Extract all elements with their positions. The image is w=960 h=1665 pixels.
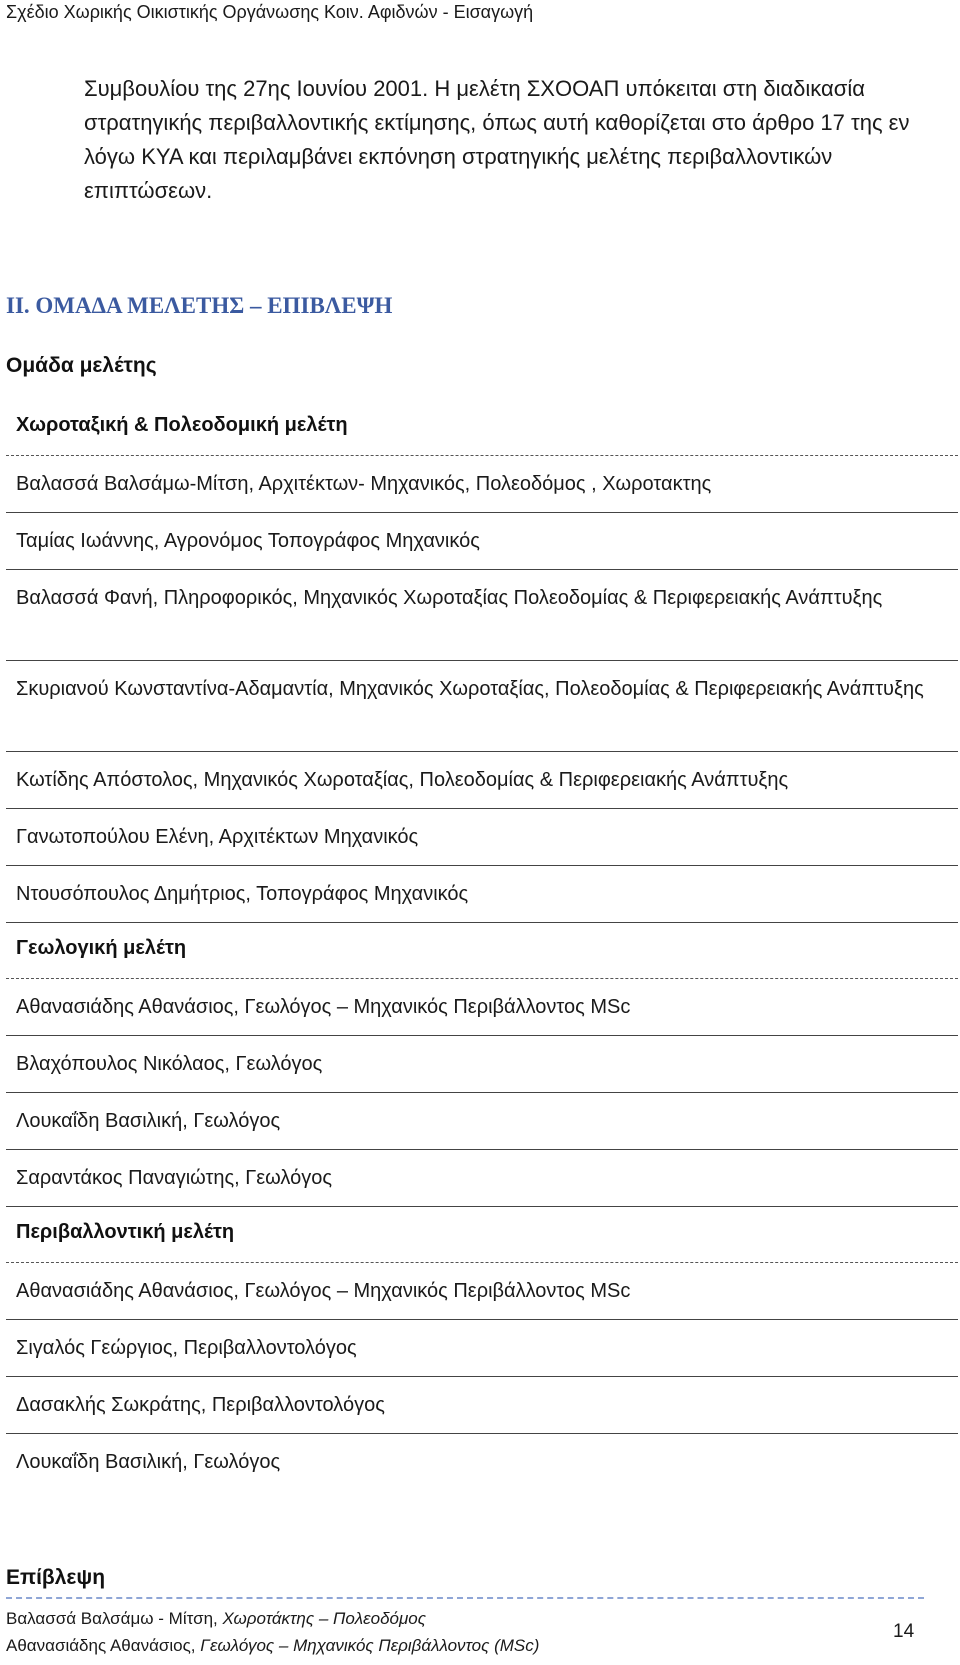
footer-supervisor-1 (6, 1609, 426, 1629)
team-table (6, 400, 958, 1491)
member-row: Αθανασιάδης Αθανάσιος, Γεωλόγος – Μηχανικός Περιβάλλοντος MSc (6, 979, 958, 1036)
footer-supervisor-1-role: Χωροτάκτης – Πολεοδόμος (222, 1609, 427, 1628)
supervision-heading: Επίβλεψη (6, 1566, 106, 1589)
member-row: Βαλασσά Φανή, Πληροφορικός, Μηχανικός Χωροταξίας Πολεοδομίας & Περιφερειακής Ανάπτυξης (6, 570, 958, 661)
member-row: Λουκαΐδη Βασιλική, Γεωλόγος (6, 1093, 958, 1150)
member-row: Σιγαλός Γεώργιος, Περιβαλλοντολόγος (6, 1320, 958, 1377)
group-heading-planning: Χωροταξική & Πολεοδομική μελέτη (6, 400, 958, 456)
member-row: Βλαχόπουλος Νικόλαος, Γεωλόγος (6, 1036, 958, 1093)
member-row: Κωτίδης Απόστολος, Μηχανικός Χωροταξίας, Πολεοδομίας & Περιφερειακής Ανάπτυξης (6, 752, 958, 809)
member-row: Σκυριανού Κωνσταντίνα-Αδαμαντία, Μηχανικός Χωροταξίας, Πολεοδομίας & Περιφερειακής Ανάπτυξης (6, 661, 958, 752)
intro-paragraph: Συμβουλίου της 27ης Ιουνίου 2001. Η μελέτη ΣΧΟΟΑΠ υπόκειται στη διαδικασία στρατηγικής περιβαλλοντικής εκτίμησης, όπως αυτή καθορίζεται στο άρθρο 17 της εν λόγω ΚΥΑ και περιλαμβάνει εκπόνηση στρατηγικής μελέτης περιβαλλοντικών επιπτώσεων. (84, 76, 910, 203)
member-row: Βαλασσά Βαλσάμω-Μίτση, Αρχιτέκτων- Μηχανικός, Πολεοδόμος , Χωροτακτης (6, 456, 958, 513)
member-row: Σαραντάκος Παναγιώτης, Γεωλόγος (6, 1150, 958, 1207)
running-header: Σχέδιο Χωρικής Οικιστικής Οργάνωσης Κοιν. Αφιδνών - Εισαγωγή (6, 2, 534, 22)
member-row: Ντουσόπουλος Δημήτριος, Τοπογράφος Μηχανικός (6, 866, 958, 923)
member-row: Δασακλής Σωκράτης, Περιβαλλοντολόγος (6, 1377, 958, 1434)
member-row: Γανωτοπούλου Ελένη, Αρχιτέκτων Μηχανικός (6, 809, 958, 866)
member-row: Λουκαΐδη Βασιλική, Γεωλόγος (16, 1451, 281, 1473)
section-title: ΙΙ. ΟΜΑΔΑ ΜΕΛΕΤΗΣ – ΕΠΙΒΛΕΨΗ (6, 293, 393, 318)
footer-supervisor-2-role: Γεωλόγος – Μηχανικός Περιβάλλοντος (MSc) (200, 1636, 540, 1655)
team-heading: Ομάδα μελέτης (6, 354, 157, 377)
footer-divider (6, 1597, 924, 1599)
member-row: Αθανασιάδης Αθανάσιος, Γεωλόγος – Μηχανικός Περιβάλλοντος MSc (6, 1263, 958, 1320)
footer-supervisor-1-name: Βαλασσά Βαλσάμω - Μίτση, (6, 1609, 218, 1628)
member-row: Ταμίας Ιωάννης, Αγρονόμος Τοπογράφος Μηχανικός (6, 513, 958, 570)
footer-supervisor-2-name: Αθανασιάδης Αθανάσιος, (6, 1636, 196, 1655)
group-heading-geology: Γεωλογική μελέτη (6, 923, 958, 979)
group-heading-environment: Περιβαλλοντική μελέτη (6, 1207, 958, 1263)
page-number: 14 (893, 1621, 915, 1642)
footer-supervisor-2 (6, 1636, 539, 1656)
